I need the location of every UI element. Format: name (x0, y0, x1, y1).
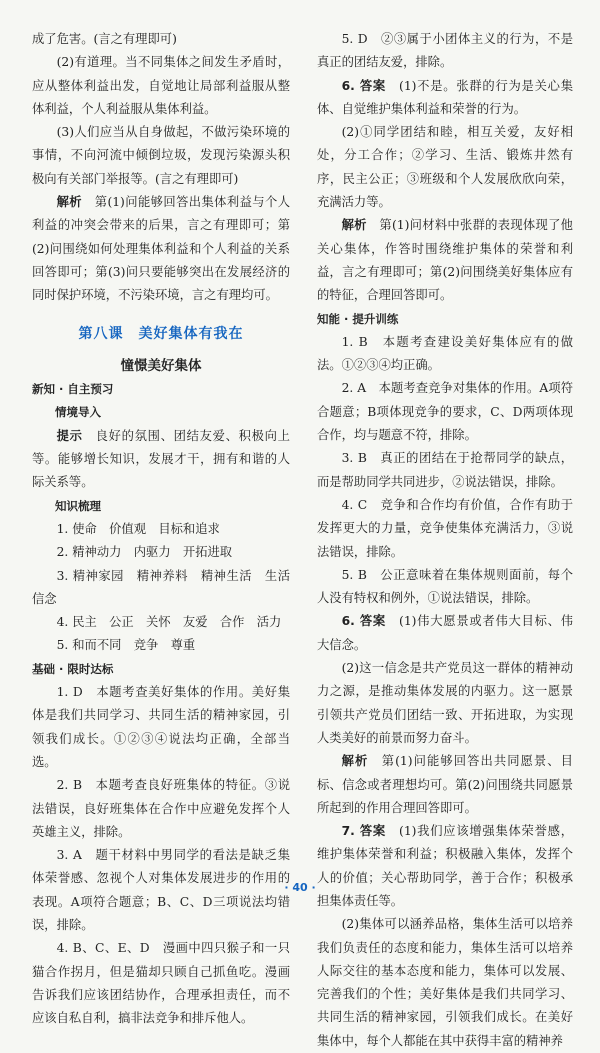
knowledge-item: 4. 民主 公正 关怀 友爱 合作 活力 (56, 615, 282, 630)
right-column (317, 28, 573, 1053)
answer-item: 4. B、C、E、D 漫画中四只猴子和一只猫合作拐月，但是猫却只顾自己抓鱼吃。漫画告诉我们应该团结协作，合理承担责任，而不应该自私自利，搞非法竞争和排斥他人。 (32, 941, 290, 1026)
analysis-label: 解析 (341, 754, 369, 769)
section-heading: 知能 · 提升训练 (317, 311, 399, 326)
analysis-label: 解析 (56, 195, 83, 210)
answer-item: 3. A 题干材料中男同学的看法是缺乏集体荣誉感、忽视个人对集体发展进步的作用的表现。A项符合题意；B、C、D三项说法均错误，排除。 (32, 848, 290, 932)
knowledge-item: 3. 精神家园 精神养料 精神生活 生活信念 (32, 568, 290, 606)
analysis-paragraph: 解析 第(1)问材料中张群的表现体现了他关心集体，作答时围绕维护集体的荣誉和利益，言之有理即可；第(2)问围绕美好集体应有的特征，合理回答即可。 (317, 218, 573, 303)
answer-text: (2)有道理。当不同集体之间发生矛盾时，应从整体利益出发，自觉地让局部利益服从整体利益，个人利益服从集体利益。 (32, 55, 290, 116)
answer-label: 6. 答案 (341, 78, 386, 93)
section-subtitle: 憧憬美好集体 (120, 357, 202, 374)
answer-label: 6. 答案 (341, 614, 386, 629)
lesson-title: 第八课 美好集体有我在 (78, 324, 244, 341)
hint-label: 提示 (56, 428, 83, 443)
answer-paragraph: 7. 答案 (1)我们应该增强集体荣誉感，维护集体荣誉和利益；积极融入集体，发挥个人的价值；关心帮助同学，善于合作；积极承担集体责任等。 (317, 824, 573, 908)
answer-item: 2. B 本题考查良好班集体的特征。③说法错误，良好班集体在合作中应避免发挥个人英雄主义，排除。 (32, 778, 290, 839)
subsection-heading: 情境导入 (55, 405, 101, 420)
answer-text: (3)人们应当从自身做起，不做污染环境的事情，不向河流中倾倒垃圾，发现污染源头积极向有关部门举报等。(言之有理即可) (32, 125, 290, 186)
answer-item: 5. B 公正意味着在集体规则面前，每个人没有特权和例外，①说法错误，排除。 (317, 567, 573, 606)
answer-paragraph: 6. 答案 (1)伟大愿景或者伟大目标、伟大信念。 (317, 614, 573, 652)
answer-text: (2)集体可以涵养品格，集体生活可以培养我们负责任的态度和能力，集体生活可以培养人际交往的基本态度和能力，集体可以发展、完善我们的个性；美好集体是我们共同学习、共同生活的精神家园，引领我们成长。在美好集体中，每个人都能在其中获得丰富的精神养 (317, 917, 573, 1048)
answer-text: (2)①同学团结和睦，相互关爱，友好相处，分工合作；②学习、生活、锻炼井然有序，民主公正；③班级和个人发展欣欣向荣，充满活力等。 (317, 125, 573, 210)
answer-label: 7. 答案 (341, 824, 386, 839)
knowledge-item: 1. 使命 价值观 目标和追求 (56, 521, 220, 536)
answer-paragraph: 6. 答案 (1)不是。张群的行为是关心集体、自觉维护集体利益和荣誉的行为。 (317, 78, 573, 116)
page-number: · 40 · (284, 881, 316, 894)
subsection-heading: 知识梳理 (55, 498, 101, 513)
analysis-paragraph: 解析 第(1)问能够回答出集体利益与个人利益的冲突会带来的后果，言之有理即可；第(2)问围绕如何处理集体利益和个人利益的关系回答即可；第(3)问只要能够突出在发展经济的同时保护环境，不污染环境，言之有理均可。 (32, 195, 290, 303)
section-heading: 新知 · 自主预习 (32, 382, 114, 397)
answer-item: 2. A 本题考查竞争对集体的作用。A项符合题意；B项体现竞争的要求，C、D两项体现合作，均与题意不符，排除。 (317, 381, 573, 443)
answer-text: 成了危害。(言之有理即可) (32, 32, 177, 46)
hint-paragraph: 提示 良好的氛围、团结友爱、积极向上等。能够增长知识，发展才干，拥有和谐的人际关系等。 (32, 428, 290, 490)
answer-item: 4. C 竞争和合作均有价值，合作有助于发挥更大的力量，竞争使集体充满活力，③说法错误，排除。 (317, 497, 573, 559)
answer-item: 1. B 本题考查建设美好集体应有的做法。①②③④均正确。 (317, 334, 573, 373)
knowledge-item: 5. 和而不同 竞争 尊重 (56, 638, 196, 653)
answer-text: (2)这一信念是共产党员这一群体的精神动力之源，是推动集体发展的内驱力。这一愿景引领共产党员们团结一致、开拓进取，为实现人类美好的前景而努力奋斗。 (317, 661, 573, 745)
analysis-paragraph: 解析 第(1)问能够回答出共同愿景、目标、信念或者理想均可。第(2)问围绕共同愿景所起到的作用合理回答即可。 (317, 754, 573, 815)
analysis-label: 解析 (341, 218, 367, 233)
section-heading: 基础 · 限时达标 (32, 661, 114, 676)
answer-item: 1. D 本题考查美好集体的作用。美好集体是我们共同学习、共同生活的精神家园，引领我们成长。①②③④说法均正确，全部当选。 (32, 685, 290, 769)
knowledge-item: 2. 精神动力 内驱力 开拓进取 (56, 545, 233, 560)
answer-item: 3. B 真正的团结在于抢帮同学的缺点，而是帮助同学共同进步，②说法错误，排除。 (317, 451, 573, 489)
answer-item: 5. D ②③属于小团体主义的行为，不是真正的团结友爱，排除。 (317, 32, 573, 70)
